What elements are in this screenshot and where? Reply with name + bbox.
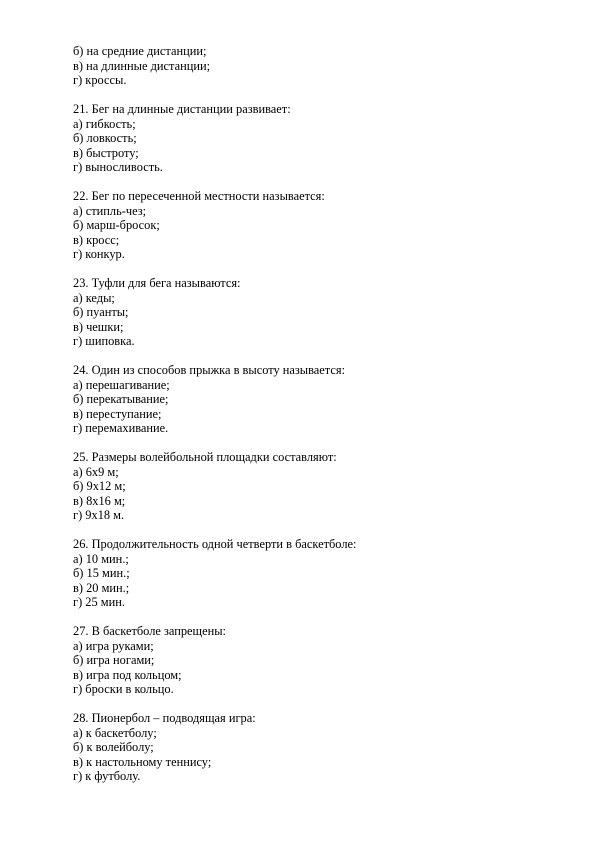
answer-option: г) шиповка. xyxy=(73,334,135,348)
answer-option: а) игра руками; xyxy=(73,638,154,653)
answer-option: б) к волейболу; xyxy=(73,740,154,754)
answer-option: в) чешки; xyxy=(73,319,124,334)
answer-option: а) кеды; xyxy=(73,290,115,305)
question-block xyxy=(73,711,553,784)
question-block xyxy=(73,363,553,436)
document-page xyxy=(73,44,553,784)
answer-option: г) 9х18 м. xyxy=(73,508,125,522)
answer-option: в) игра под кольцом; xyxy=(73,667,182,682)
question-block xyxy=(73,624,553,697)
answer-option: а) стипль-чез; xyxy=(73,203,147,218)
answer-option: б) пуанты; xyxy=(73,305,129,319)
answer-option: г) выносливость. xyxy=(73,160,163,174)
question-block xyxy=(73,450,553,523)
answer-option: б) перекатывание; xyxy=(73,392,169,406)
answer-option: б) марш-бросок; xyxy=(73,218,160,232)
question-text: 21. Бег на длинные дистанции развивает: xyxy=(73,102,291,116)
question-text: 26. Продолжительность одной четверти в баскетболе: xyxy=(73,537,357,551)
question-text: 23. Туфли для бега называются: xyxy=(73,276,241,290)
question-text: 27. В баскетболе запрещены: xyxy=(73,624,226,638)
answer-option: в) на длинные дистанции; xyxy=(73,58,211,73)
answer-option: а) к баскетболу; xyxy=(73,725,157,740)
lead-options xyxy=(73,44,553,88)
answer-option: в) быстроту; xyxy=(73,145,139,160)
answer-option: г) перемахивание. xyxy=(73,421,169,435)
answer-option: в) переступание; xyxy=(73,406,162,421)
answer-option: в) к настольному теннису; xyxy=(73,754,212,769)
answer-option: б) ловкость; xyxy=(73,131,137,145)
question-text: 25. Размеры волейбольной площадки составляют: xyxy=(73,450,337,464)
answer-option: б) 9х12 м; xyxy=(73,479,126,493)
question-text: 28. Пионербол – подводящая игра: xyxy=(73,711,256,725)
question-text: 24. Один из способов прыжка в высоту называется: xyxy=(73,363,346,377)
answer-option: б) на средние дистанции; xyxy=(73,44,207,58)
answer-option: в) 20 мин.; xyxy=(73,580,130,595)
question-block xyxy=(73,102,553,175)
answer-option: а) 10 мин.; xyxy=(73,551,129,566)
question-block xyxy=(73,537,553,610)
answer-option: г) 25 мин. xyxy=(73,595,125,609)
answer-option: а) гибкость; xyxy=(73,116,136,131)
answer-option: г) кроссы. xyxy=(73,73,127,87)
answer-option: в) кросс; xyxy=(73,232,120,247)
answer-option: г) к футболу. xyxy=(73,769,141,783)
question-block xyxy=(73,276,553,349)
question-text: 22. Бег по пересеченной местности называется: xyxy=(73,189,325,203)
answer-option: а) перешагивание; xyxy=(73,377,170,392)
answer-option: г) конкур. xyxy=(73,247,125,261)
answer-option: г) броски в кольцо. xyxy=(73,682,174,696)
answer-option: б) 15 мин.; xyxy=(73,566,130,580)
answer-option: в) 8х16 м; xyxy=(73,493,126,508)
question-block xyxy=(73,189,553,262)
answer-option: б) игра ногами; xyxy=(73,653,155,667)
answer-option: а) 6х9 м; xyxy=(73,464,119,479)
